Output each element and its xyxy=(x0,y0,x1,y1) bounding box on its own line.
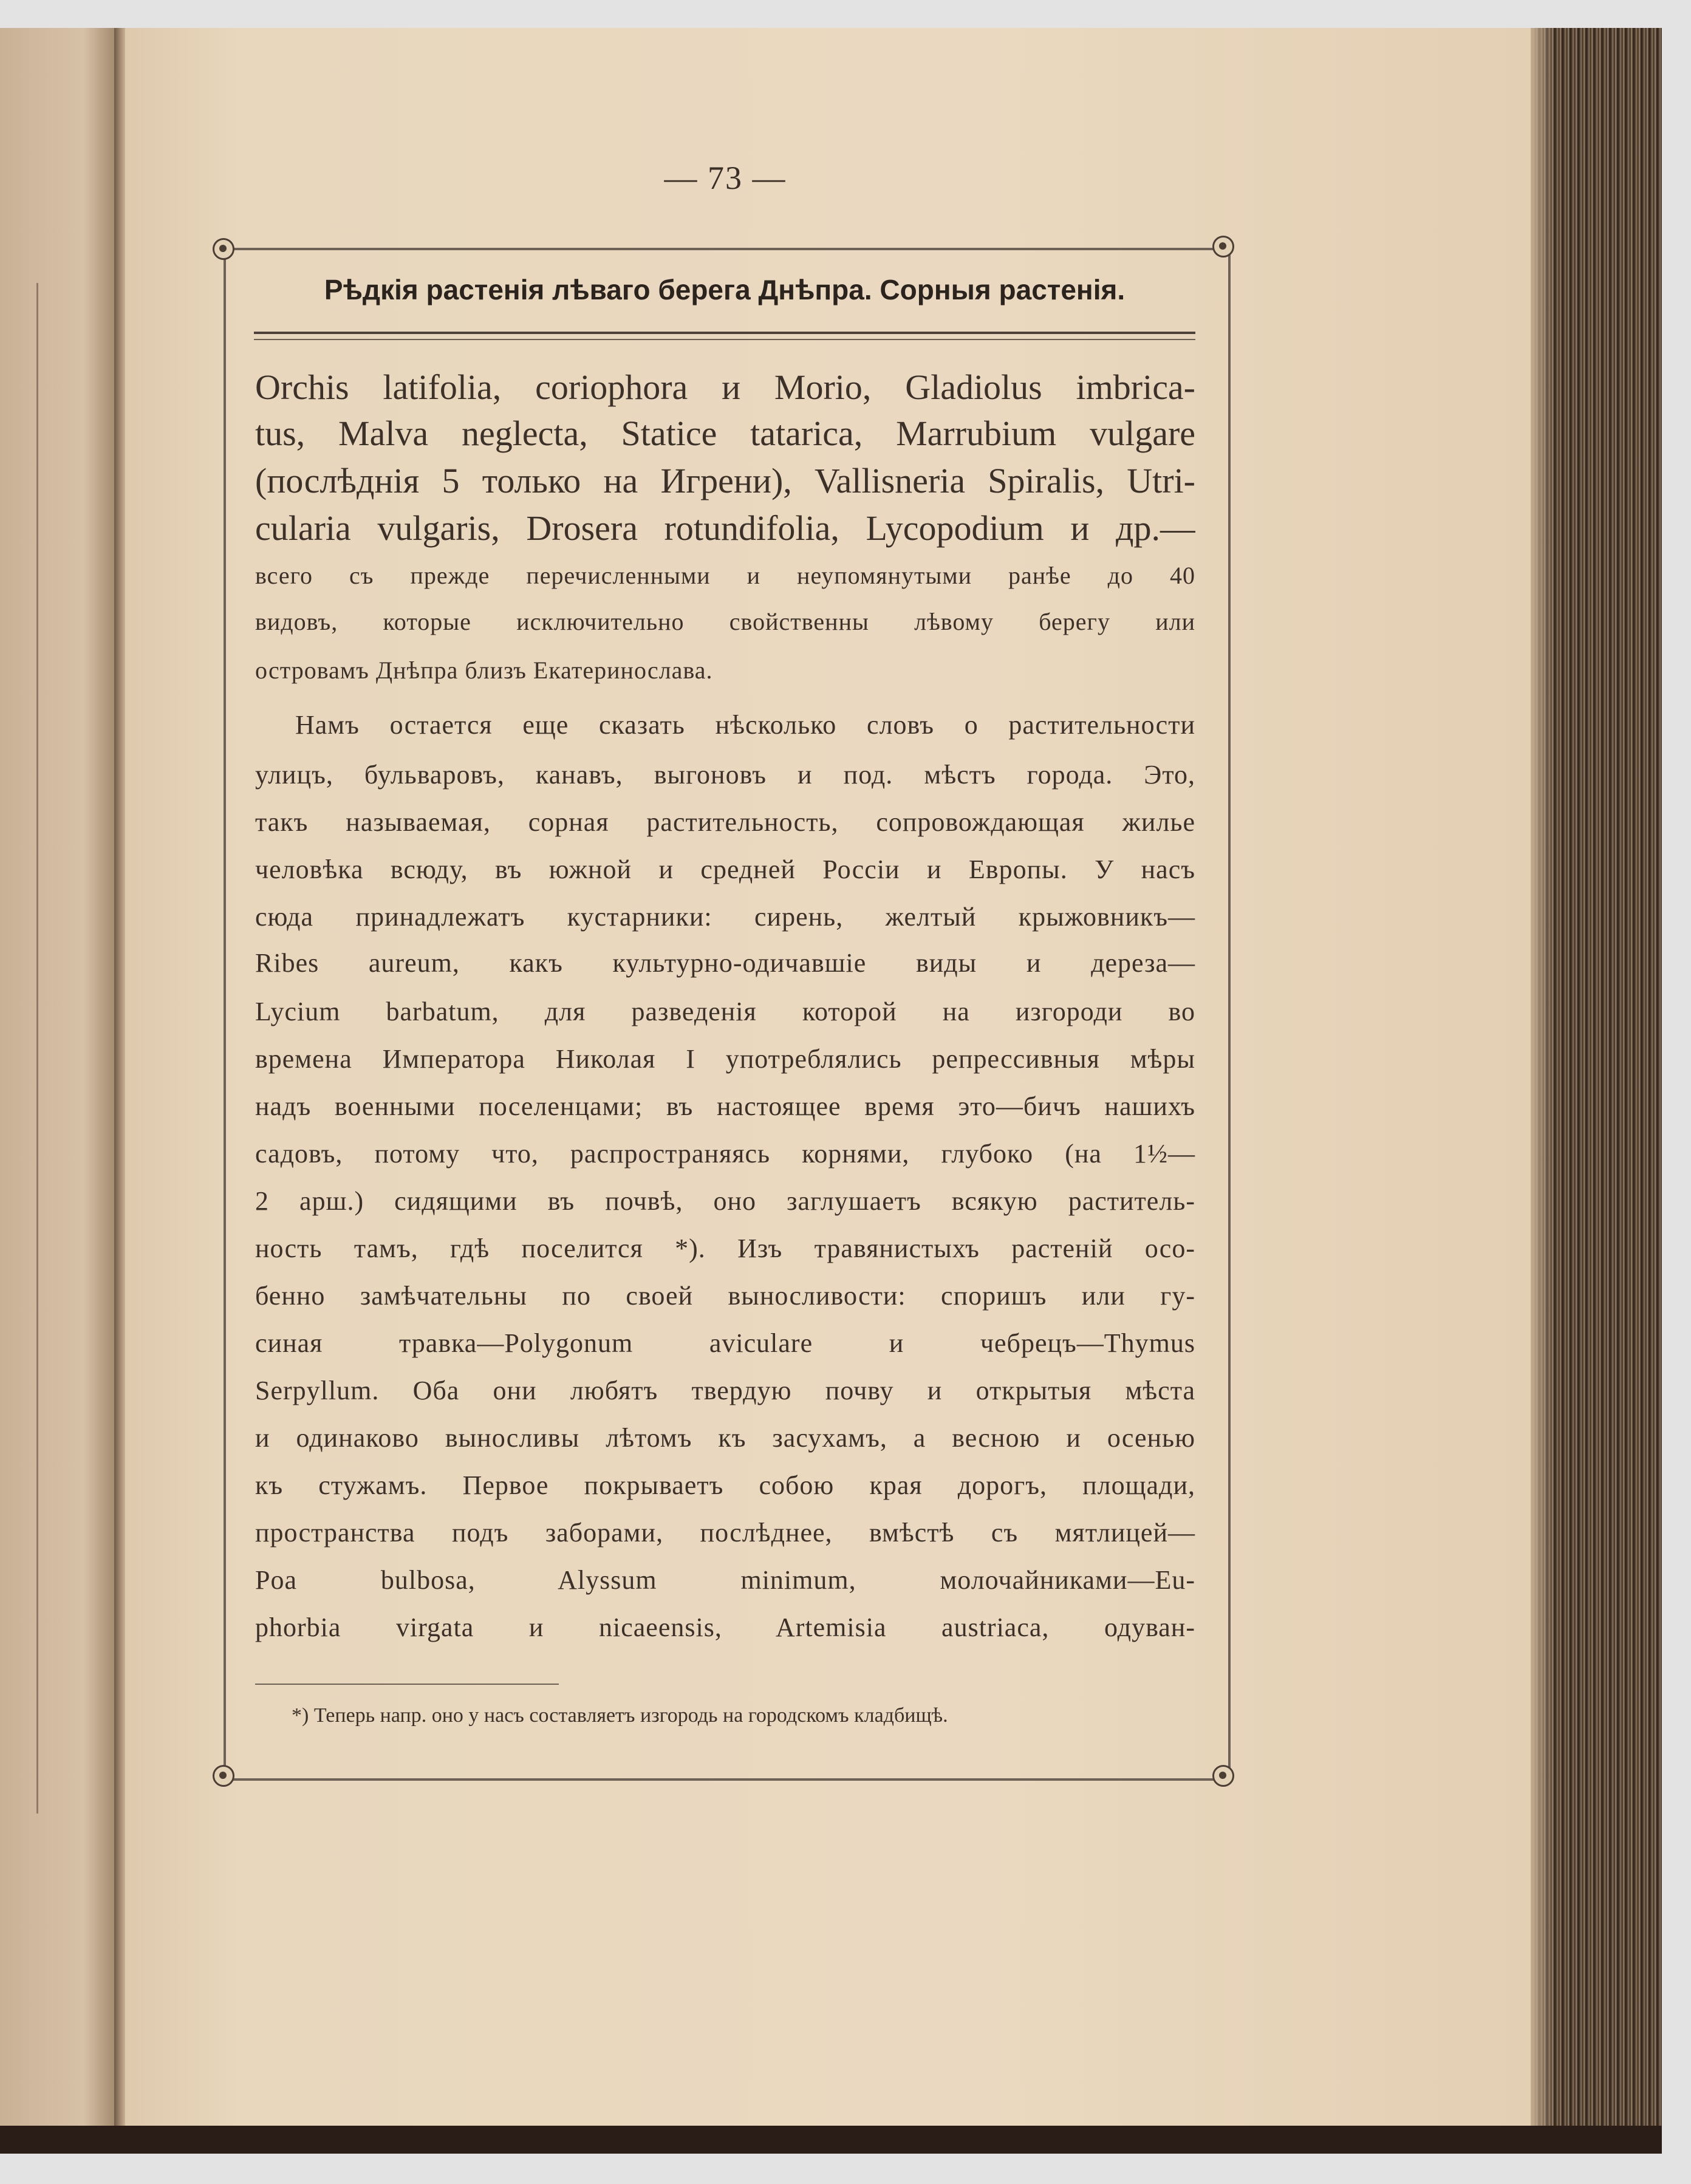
text-line: видовъ, которые исключительно свойственны лѣвому берегу или xyxy=(255,608,1195,635)
text-line: Ribes aureum, какъ культурно-одичавшіе виды и дереза— xyxy=(255,948,1195,978)
text-line: пространства подъ заборами, послѣднее, вмѣстѣ съ мятлицей— xyxy=(255,1518,1195,1548)
text-line: и одинаково выносливы лѣтомъ къ засухамъ, а весною и осенью xyxy=(255,1423,1195,1453)
text-line: phorbia virgata и nicaeensis, Artemisia austriaca, одуван- xyxy=(255,1612,1195,1642)
page-edges xyxy=(1531,28,1662,2135)
footnote: *) Теперь напр. оно у насъ составляетъ изгородь на городскомъ кладбищѣ. xyxy=(292,1704,948,1727)
text-line: Lycium barbatum, для разведенія которой на изгороди во xyxy=(255,997,1195,1026)
text-line: къ стужамъ. Первое покрываетъ собою края дорогъ, площади, xyxy=(255,1470,1195,1500)
text-line: улицъ, бульваровъ, канавъ, выгоновъ и под. мѣстъ города. Это, xyxy=(255,760,1195,790)
text-line: ность тамъ, гдѣ поселится *). Изъ травянистыхъ растеній осо- xyxy=(255,1234,1195,1263)
text-line: cularia vulgaris, Drosera rotundifolia, Lycopodium и др.— xyxy=(255,508,1195,548)
left-page xyxy=(0,28,119,2141)
text-line: всего съ прежде перечисленными и неупомянутыми ранѣе до 40 xyxy=(255,562,1195,589)
text-line: садовъ, потому что, распространяясь корнями, глубоко (на 1½— xyxy=(255,1139,1195,1169)
text-line: tus, Malva neglecta, Statice tatarica, Marrubium vulgare xyxy=(255,414,1195,453)
text-line: времена Императора Николая I употреблялись репрессивныя мѣры xyxy=(255,1044,1195,1074)
text-line: Orchis latifolia, coriophora и Morio, Gladiolus imbrica- xyxy=(255,367,1195,407)
text-line: надъ военными поселенцами; въ настоящее время это—бичъ нашихъ xyxy=(255,1091,1195,1121)
text-line: такъ называемая, сорная растительность, сопровождающая жилье xyxy=(255,807,1195,837)
text-line: островамъ Днѣпра близъ Екатеринослава. xyxy=(255,657,713,684)
page-number: — 73 — xyxy=(664,160,787,196)
footnote-rule xyxy=(255,1684,559,1685)
corner-ornament-icon xyxy=(213,238,234,260)
text-line: человѣка всюду, въ южной и средней Россіи и Европы. У насъ xyxy=(255,855,1195,884)
text-line: 2 арш.) сидящими въ почвѣ, оно заглушаетъ всякую раститель- xyxy=(255,1186,1195,1216)
text-line: Poa bulbosa, Alyssum minimum, молочайниками—Eu- xyxy=(255,1565,1195,1595)
page-heading: Рѣдкія растенія лѣваго берега Днѣпра. Сорныя растенія. xyxy=(324,274,1126,305)
corner-ornament-icon xyxy=(213,1765,234,1787)
book-cover-bottom xyxy=(0,2126,1662,2154)
text-line: Serpyllum. Оба они любятъ твердую почву и открытыя мѣста xyxy=(255,1376,1195,1405)
corner-ornament-icon xyxy=(1212,1765,1234,1787)
left-page-frame xyxy=(0,283,38,1814)
heading-rule xyxy=(254,332,1195,334)
heading-rule xyxy=(254,339,1195,340)
text-line: синая травка—Polygonum aviculare и чебрецъ—Thymus xyxy=(255,1328,1195,1358)
text-line: сюда принадлежатъ кустарники: сирень, желтый крыжовникъ— xyxy=(255,902,1195,932)
text-line: бенно замѣчательны по своей выносливости: споришъ или гу- xyxy=(255,1281,1195,1311)
text-line: (послѣднія 5 только на Игрени), Vallisneria Spiralis, Utri- xyxy=(255,461,1195,500)
corner-ornament-icon xyxy=(1212,236,1234,258)
text-line: Намъ остается еще сказать нѣсколько словъ о растительности xyxy=(295,710,1195,740)
